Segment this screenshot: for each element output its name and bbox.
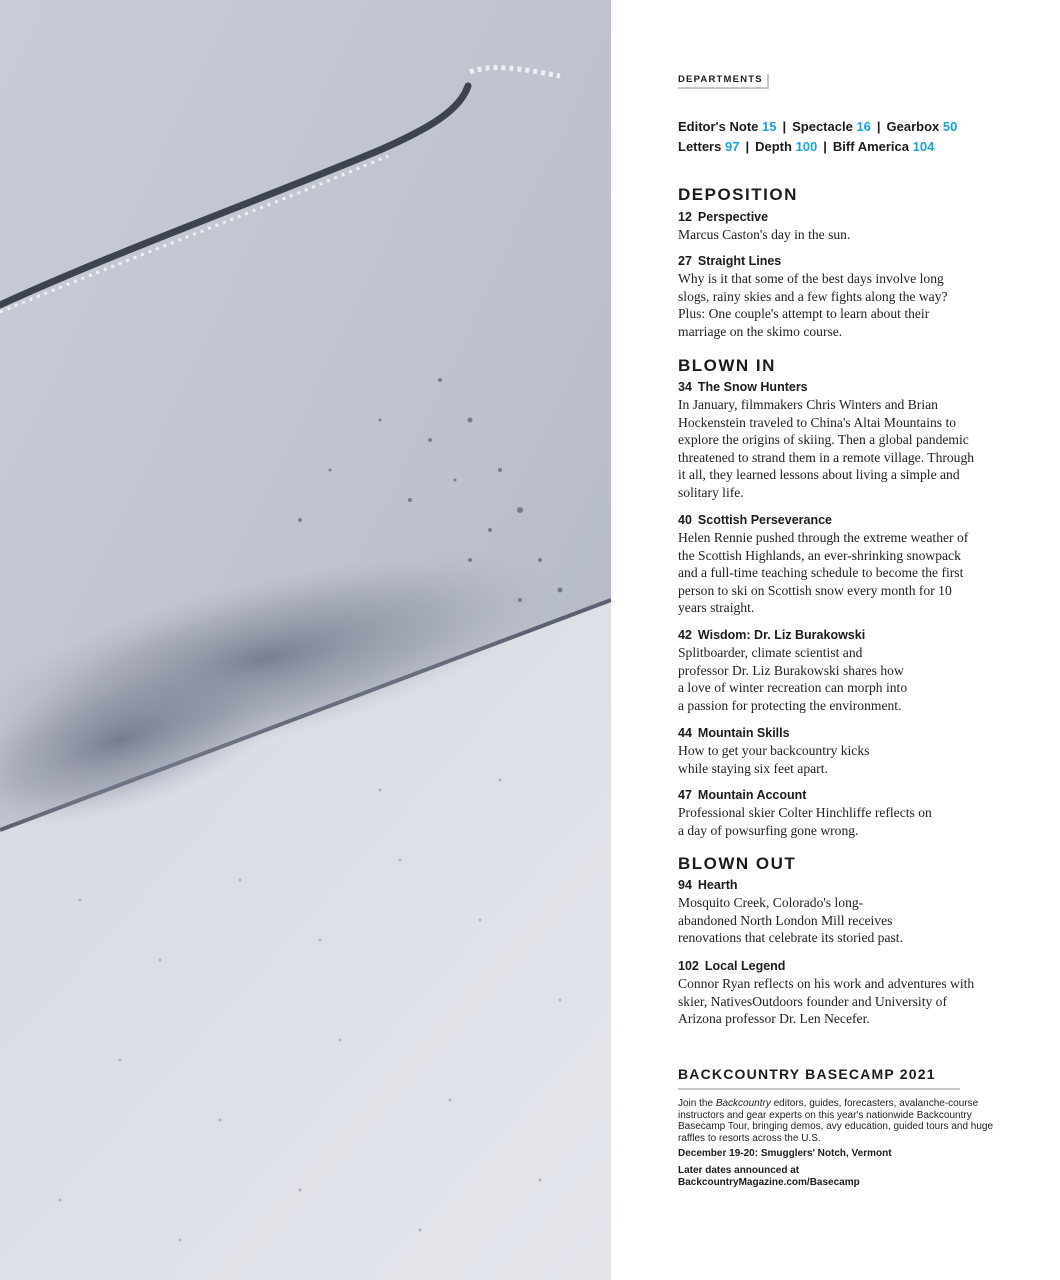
department-link[interactable]: Depth 100 <box>755 139 818 154</box>
toc-entry[interactable] <box>678 958 1008 1028</box>
entry-heading: 42 Wisdom: Dr. Liz Burakowski <box>678 628 866 642</box>
entry-description: In January, filmmakers Chris Winters and Brian Hockenstein traveled to China's Altai Mountains to explore the origins of skiing. Then a global pandemic threatened to strand them in a remote village. Through it all, they learned lessons about living a simple and solitary life. <box>678 397 975 500</box>
entry-heading: 47 Mountain Account <box>678 788 807 802</box>
toc-entry[interactable] <box>678 725 1008 777</box>
entry-description: Splitboarder, climate scientist and professor Dr. Liz Burakowski shares how a love of winter recreation can morph into a passion for protecting the environment. <box>678 645 908 713</box>
departments-tag: DEPARTMENTS <box>678 74 769 89</box>
department-link[interactable]: Gearbox 50 <box>886 119 958 134</box>
department-link[interactable]: Spectacle 16 <box>792 119 871 134</box>
entry-heading: 12 Perspective <box>678 210 769 224</box>
basecamp-box <box>678 1066 998 1189</box>
section-title: BLOWN OUT <box>678 854 797 873</box>
department-link[interactable]: Biff America 104 <box>832 139 935 154</box>
toc-entry[interactable] <box>678 877 1008 947</box>
basecamp-link[interactable]: Later dates announced at BackcountryMagazine.com/Basecamp <box>678 1165 860 1189</box>
departments-row-2 <box>678 137 957 157</box>
entry-heading: 94 Hearth <box>678 878 738 892</box>
entry-description: Professional skier Colter Hinchliffe reflects on a day of powsurfing gone wrong. <box>678 805 932 838</box>
entry-heading: 44 Mountain Skills <box>678 726 790 740</box>
departments-row-1 <box>678 117 957 137</box>
departments-list <box>678 117 957 157</box>
entry-heading: 34 The Snow Hunters <box>678 380 808 394</box>
toc-entry[interactable] <box>678 209 1008 244</box>
entry-heading: 102 Local Legend <box>678 959 786 973</box>
entry-description: Marcus Caston's day in the sun. <box>678 227 851 242</box>
entry-description: Helen Rennie pushed through the extreme weather of the Scottish Highlands, an ever-shrinking snowpack and a full-time teaching schedule to become the first person to ski on Scottish snow every month for 10 years straight. <box>678 530 969 616</box>
toc-entry[interactable] <box>678 253 1008 340</box>
department-link[interactable]: Letters 97 <box>678 139 740 154</box>
toc-entry[interactable] <box>678 787 1008 839</box>
separator: | <box>823 139 827 154</box>
section-title: BLOWN IN <box>678 356 776 375</box>
toc-entry[interactable] <box>678 627 1008 714</box>
basecamp-body: Join the Backcountry editors, guides, forecasters, avalanche-course instructors and gear experts on this year's nationwide Backcountry Basecamp Tour, bringing demos, avy education, guided tours and huge raffles to resorts across the U.S. <box>678 1098 994 1144</box>
basecamp-title: BACKCOUNTRY BASECAMP 2021 <box>678 1066 960 1090</box>
toc-entry[interactable] <box>678 379 1008 502</box>
entry-description: Connor Ryan reflects on his work and adventures with skier, NativesOutdoors founder and University of Arizona professor Dr. Len Necefer. <box>678 976 975 1027</box>
toc-entry[interactable] <box>678 512 1008 617</box>
separator: | <box>745 139 750 154</box>
separator: | <box>876 119 881 134</box>
basecamp-date: December 19-20: Smugglers' Notch, Vermont <box>678 1148 892 1160</box>
entry-heading: 40 Scottish Perseverance <box>678 513 833 527</box>
section-title: DEPOSITION <box>678 185 798 204</box>
entry-description: Why is it that some of the best days involve long slogs, rainy skies and a few fights along the way? Plus: One couple's attempt to learn about their marriage on the skimo course. <box>678 271 948 339</box>
separator: | <box>782 119 787 134</box>
entry-description: Mosquito Creek, Colorado's long-abandoned North London Mill receives renovations that celebrate its storied past. <box>678 895 903 946</box>
entry-heading: 27 Straight Lines <box>678 254 782 268</box>
department-link[interactable]: Editor's Note 15 <box>678 119 777 134</box>
entry-description: How to get your backcountry kicks while staying six feet apart. <box>678 743 870 776</box>
